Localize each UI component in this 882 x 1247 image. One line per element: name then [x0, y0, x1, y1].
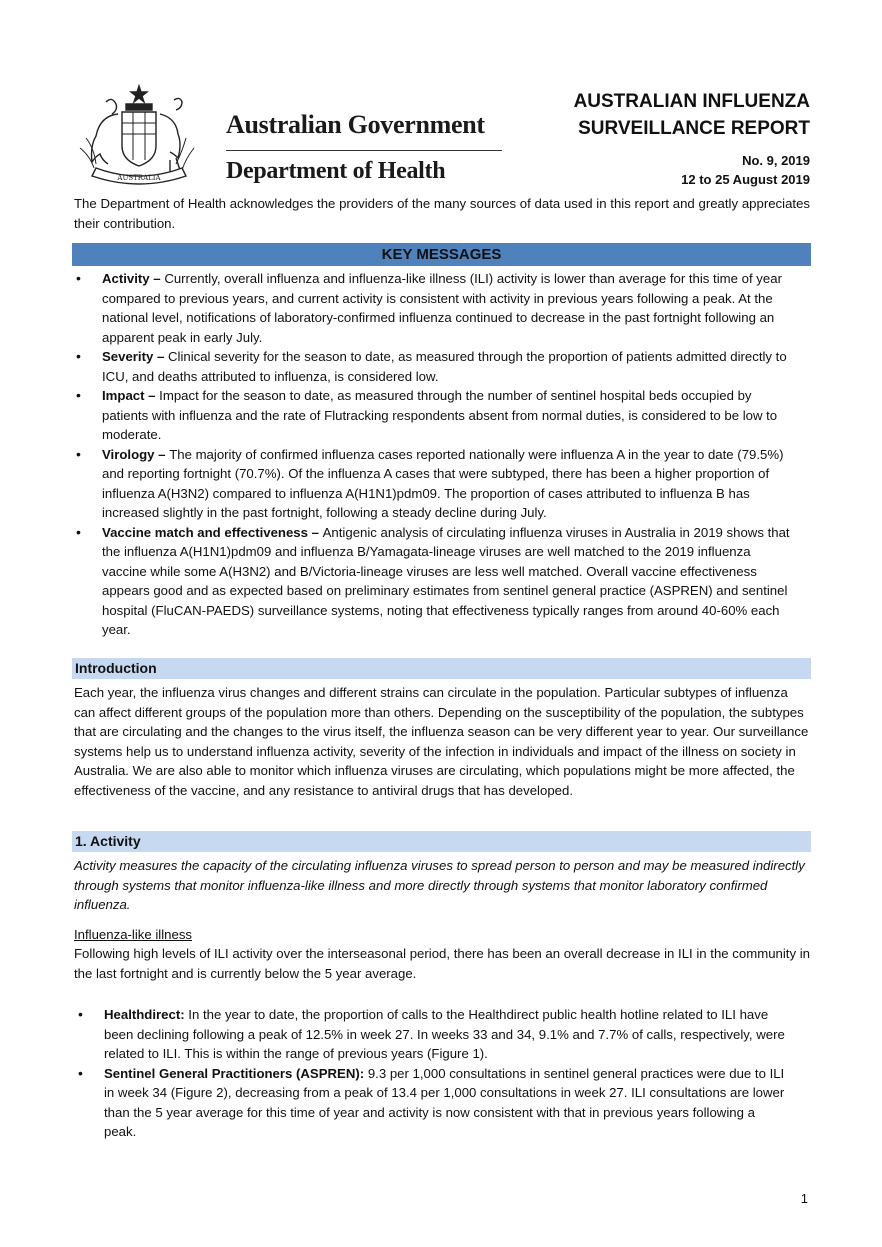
page-number: 1: [800, 1191, 808, 1206]
key-message-text: Antigenic analysis of circulating influenza viruses in Australia in 2019 shows that the influenza A(H1N1)pdm09 and influenza B/Yamagata-lineage viruses are well matched to the 2019 influenza vaccine while some A(H3N2) and B/Victoria-lineage viruses are less well matched. Overall vaccine effectiveness appears good and as expected based on preliminary estimates from sentinel general practice (ASPREN) and sentinel hospital (FluCAN-PAEDS) surveillance systems, noting that effectiveness typically ranges from around 40-60% each year.: [102, 524, 790, 637]
activity-heading: 1. Activity: [72, 831, 811, 852]
acknowledgement: The Department of Health acknowledges the providers of the many sources of data used in this report and greatly appreciates their contribution.: [74, 196, 810, 231]
department-name: Department of Health: [226, 158, 446, 184]
key-message-item: [74, 523, 790, 640]
crest-scroll-text: AUSTRALIA: [117, 174, 161, 182]
key-message-label: Severity –: [102, 349, 168, 364]
government-name: Australian Government: [226, 110, 485, 139]
activity-item-label: Healthdirect:: [104, 1007, 189, 1022]
key-message-item: [74, 347, 790, 386]
activity-item: [74, 1064, 790, 1142]
report-period: 12 to 25 August 2019: [681, 172, 810, 187]
key-message-text: The majority of confirmed influenza cases reported nationally were influenza A in the year to date (79.5%) and reporting fortnight (70.7%). Of the influenza A cases that were subtyped, there has been a higher proportion of influenza A(H3N2) compared to influenza A(H1N1)pdm09. The proportion of cases attributed to influenza B has increased slightly in the past fortnight, following a steady decline during July.: [102, 446, 784, 520]
coat-of-arms-icon: [66, 82, 212, 192]
key-message-item: [74, 269, 790, 347]
key-message-item: [74, 386, 790, 445]
report-title: [574, 88, 810, 142]
ili-summary: Following high levels of ILI activity over the interseasonal period, there has been an overall decrease in ILI in the community in the last fortnight and is currently below the 5 year average.: [74, 946, 810, 981]
header-divider: [226, 150, 502, 151]
key-message-label: Activity –: [102, 271, 165, 286]
report-title-line-1: AUSTRALIAN INFLUENZA: [573, 91, 810, 112]
activity-list: [74, 1005, 790, 1142]
key-messages-heading: KEY MESSAGES: [72, 243, 811, 266]
key-message-label: Vaccine match and effectiveness –: [102, 524, 323, 540]
activity-item: [74, 1005, 790, 1064]
introduction-text: Each year, the influenza virus changes and different strains can circulate in the population. Particular subtypes of influenza can affect different groups of the population more than others. Depending on the susceptibility of the population, the subtypes that are circulating and the changes to the virus itself, the influenza season can be very different year to year. Our surveillance systems help us to understand influenza activity, severity of the infection in individuals and impact of the illness on society in Australia. We are also able to monitor which influenza viruses are circulating, which populations might be more affected, the effectiveness of the vaccine, and any resistance to antiviral drugs that has developed.: [74, 685, 809, 798]
key-message-label: Impact –: [102, 388, 160, 403]
key-messages-list: [74, 269, 790, 640]
key-message-text: Currently, overall influenza and influenza-like illness (ILI) activity is lower than average for this time of year compared to previous years, and current activity is consistent with activity in previous years following a peak. At the national level, notifications of laboratory-confirmed influenza continued to decrease in the past fortnight following an apparent peak in early July.: [102, 271, 782, 345]
key-message-text: Clinical severity for the season to date, as measured through the proportion of patients admitted directly to ICU, and deaths attributed to influenza, is considered low.: [102, 349, 787, 384]
activity-item-text: 9.3 per 1,000 consultations in sentinel general practices were due to ILI in week 34 (Figure 2), decreasing from a peak of 13.4 per 1,000 consultations in week 27. ILI consultations are lower than the 5 year average for this time of year and activity is now consistent with that in previous years following a peak.: [104, 1065, 785, 1139]
activity-item-label: Sentinel General Practitioners (ASPREN):: [104, 1065, 368, 1081]
key-message-text: Impact for the season to date, as measured through the number of sentinel hospital beds occupied by patients with influenza and the rate of Flutracking respondents absent from normal duties, is considered to be low to moderate.: [102, 388, 778, 442]
key-message-label: Virology –: [102, 446, 170, 462]
introduction-heading: Introduction: [72, 658, 811, 679]
report-number: No. 9, 2019: [742, 153, 810, 168]
ili-subheading: Influenza-like illness: [74, 927, 193, 942]
report-title-line-2: SURVEILLANCE REPORT: [578, 118, 810, 139]
activity-item-text: In the year to date, the proportion of calls to the Healthdirect public health hotline related to ILI have been declining following a peak of 12.5% in week 27. In weeks 33 and 34, 9.1% and 7.7% of calls, respectively, were related to ILI. This is within the range of previous years (Figure 1).: [104, 1007, 785, 1061]
report-issue: [681, 151, 810, 189]
activity-intro: Activity measures the capacity of the circulating influenza viruses to spread person to person and may be measured indirectly through systems that monitor influenza-like illness and more directly through systems that monitor laboratory confirmed influenza.: [74, 858, 805, 912]
key-message-item: [74, 445, 790, 523]
